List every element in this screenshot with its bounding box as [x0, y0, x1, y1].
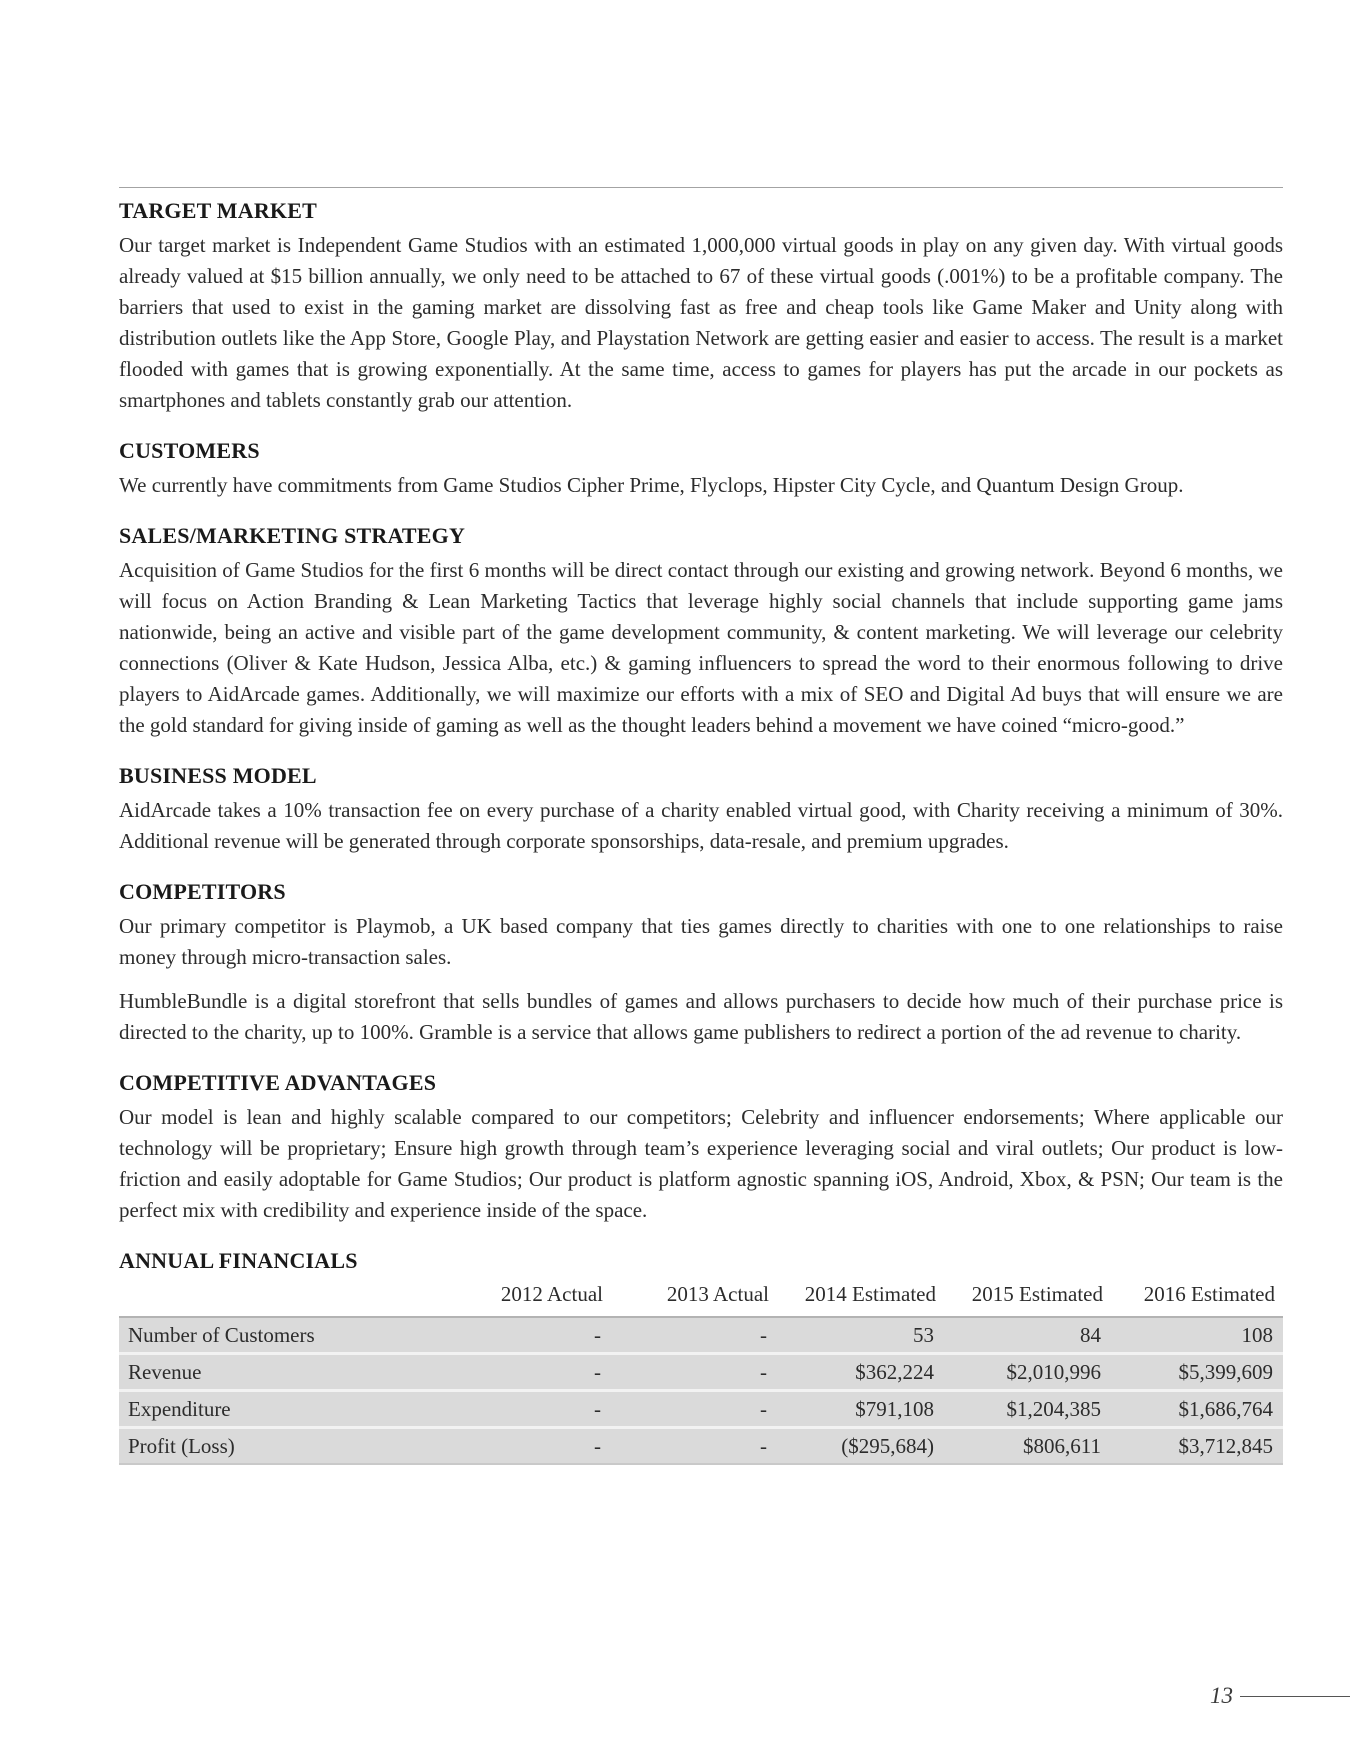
section-competitors	[119, 879, 1283, 1048]
section-sales-marketing-strategy	[119, 523, 1283, 741]
table-row	[119, 1426, 1283, 1465]
top-divider	[119, 187, 1283, 188]
section-heading: CUSTOMERS	[119, 438, 260, 463]
section-heading: TARGET MARKET	[119, 198, 317, 223]
column-header: 2014 Estimated	[804, 1282, 936, 1306]
cell: 53	[777, 1316, 944, 1352]
cell: $2,010,996	[944, 1352, 1111, 1389]
paragraph: Our target market is Independent Game Studios with an estimated 1,000,000 virtual goods in play on any given day. With virtual goods already valued at $15 billion annually, we only need to be attached to 67 of these virtual goods (.001%) to be a profitable company. The barriers that used to exist in the gaming market are dissolving fast as free and cheap tools like Game Maker and Unity along with distribution outlets like the App Store, Google Play, and Playstation Network are getting easier and easier to access. The result is a market flooded with games that is growing exponentially. At the same time, access to games for players has put the arcade in our pockets as smartphones and tablets constantly grab our attention.	[119, 233, 1283, 412]
paragraph: Acquisition of Game Studios for the first 6 months will be direct contact through our existing and growing network. Beyond 6 months, we will focus on Action Branding & Lean Marketing Tactics that leverage highly social channels that include supporting game jams nationwide, being an active and visible part of the game development community, & content marketing. We will leverage our celebrity connections (Oliver & Kate Hudson, Jessica Alba, etc.) & gaming influencers to spread the word to their enormous following to drive players to AidArcade games. Additionally, we will maximize our efforts with a mix of SEO and Digital Ad buys that will ensure we are the gold standard for giving inside of gaming as well as the thought leaders behind a movement we have coined “micro-good.”	[119, 558, 1283, 737]
page-footer	[1210, 1684, 1350, 1708]
paragraph: Our primary competitor is Playmob, a UK based company that ties games directly to charities with one to one relationships to raise money through micro-transaction sales.	[119, 914, 1283, 969]
paragraph: AidArcade takes a 10% transaction fee on every purchase of a charity enabled virtual good, with Charity receiving a minimum of 30%. Additional revenue will be generated through corporate sponsorships, data-resale, and premium upgrades.	[119, 798, 1283, 853]
table-row	[119, 1389, 1283, 1426]
column-header: 2015 Estimated	[971, 1282, 1103, 1306]
cell: $3,712,845	[1111, 1426, 1283, 1465]
section-heading: COMPETITORS	[119, 879, 286, 904]
paragraph: HumbleBundle is a digital storefront that sells bundles of games and allows purchasers to decide how much of their purchase price is directed to the charity, up to 100%. Gramble is a service that allows game publishers to redirect a portion of the ad revenue to charity.	[119, 989, 1283, 1044]
cell: $806,611	[944, 1426, 1111, 1465]
section-heading: ANNUAL FINANCIALS	[119, 1248, 358, 1273]
cell: -	[611, 1426, 777, 1465]
section-annual-financials	[119, 1248, 1283, 1465]
section-target-market	[119, 198, 1283, 416]
cell: -	[611, 1389, 777, 1426]
cell: -	[611, 1352, 777, 1389]
table-header-row	[119, 1280, 1283, 1316]
column-header: 2016 Estimated	[1143, 1282, 1275, 1306]
row-label: Expenditure	[119, 1389, 445, 1426]
cell: 84	[944, 1316, 1111, 1352]
section-heading: SALES/MARKETING STRATEGY	[119, 523, 466, 548]
footer-rule	[1240, 1696, 1350, 1697]
cell: $5,399,609	[1111, 1352, 1283, 1389]
row-label: Number of Customers	[119, 1316, 445, 1352]
row-label: Profit (Loss)	[119, 1426, 445, 1465]
cell: -	[445, 1352, 611, 1389]
column-header: 2013 Actual	[666, 1282, 769, 1306]
cell: ($295,684)	[777, 1426, 944, 1465]
page-number: 13	[1210, 1683, 1233, 1708]
cell: -	[611, 1316, 777, 1352]
cell: -	[445, 1426, 611, 1465]
cell: -	[445, 1389, 611, 1426]
cell: $1,204,385	[944, 1389, 1111, 1426]
section-competitive-advantages	[119, 1070, 1283, 1226]
cell: 108	[1111, 1316, 1283, 1352]
row-label: Revenue	[119, 1352, 445, 1389]
annual-financials-table	[119, 1280, 1283, 1465]
section-business-model	[119, 763, 1283, 857]
table-row	[119, 1352, 1283, 1389]
cell: $791,108	[777, 1389, 944, 1426]
cell: -	[445, 1316, 611, 1352]
column-header: 2012 Actual	[500, 1282, 603, 1306]
table-row	[119, 1316, 1283, 1352]
section-heading: COMPETITIVE ADVANTAGES	[119, 1070, 437, 1095]
column-header-blank	[119, 1280, 445, 1316]
page-content	[119, 0, 1283, 1465]
section-heading: BUSINESS MODEL	[119, 763, 317, 788]
paragraph: Our model is lean and highly scalable compared to our competitors; Celebrity and influencer endorsements; Where applicable our technology will be proprietary; Ensure high growth through team’s experience leveraging social and viral outlets; Our product is low-friction and easily adoptable for Game Studios; Our product is platform agnostic spanning iOS, Android, Xbox, & PSN; Our team is the perfect mix with credibility and experience inside of the space.	[119, 1105, 1283, 1222]
cell: $1,686,764	[1111, 1389, 1283, 1426]
cell: $362,224	[777, 1352, 944, 1389]
paragraph: We currently have commitments from Game Studios Cipher Prime, Flyclops, Hipster City Cycle, and Quantum Design Group.	[119, 473, 1184, 497]
section-customers	[119, 438, 1283, 501]
